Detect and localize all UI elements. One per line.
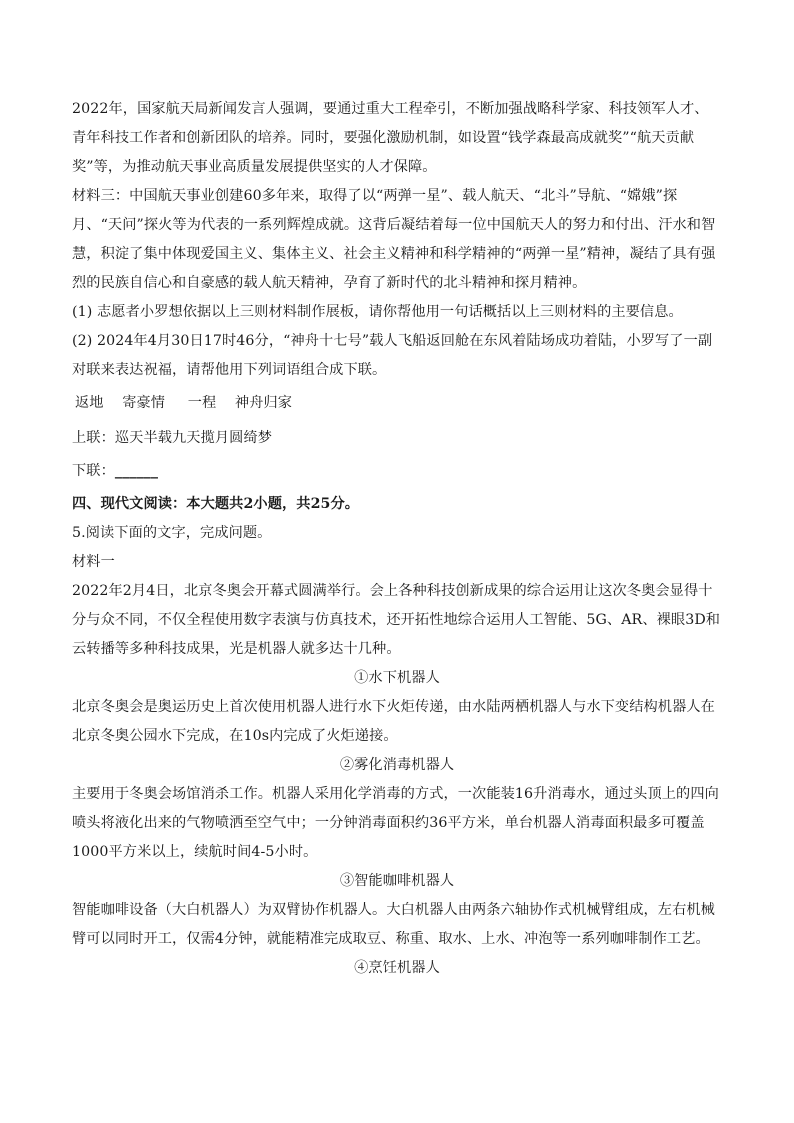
question-2: (2) 2024年4月30日17时46分，“神舟十七号”载人飞船返回舱在东风着陆场成功着陆，小罗写了一副对联来表达祝福，请帮他用下列词语组合成下联。 (72, 333, 713, 378)
lower-couplet (72, 457, 722, 486)
paragraph-coffee-robot: 智能咖啡设备（大白机器人）为双臂协作机器人。大白机器人由两条六轴协作式机械臂组成，左右机械臂可以同时开工，仅需4分钟，就能精准完成取豆、称重、取水、上水、冲泡等一系列咖啡制作工艺。 (72, 902, 715, 947)
paragraph-talent: 2022年，国家航天局新闻发言人强调，要通过重大工程牵引，不断加强战略科学家、科技领军人才、青年科技工作者和创新团队的培养。同时，要强化激励机制，如设置“钱学森最高成就奖”“航天贡献奖”等，为推动航天事业高质量发展提供坚实的人才保障。 (72, 101, 709, 175)
section-heading: 四、现代文阅读：本大题共2小题，共25分。 (72, 496, 360, 512)
paragraph-opening: 2022年2月4日，北京冬奥会开幕式圆满举行。会上各种科技创新成果的综合运用让这次冬奥会显得十分与众不同，不仅全程使用数字表演与仿真技术，还开拓性地综合运用人工智能、5G、AR、裸眼3D和云转播等多种科技成果，光是机器人就多达十几种。 (72, 583, 721, 657)
paragraph-material-three: 材料三：中国航天事业创建60多年来，取得了以“两弹一星”、载人航天、“北斗”导航、“嫦娥”探月、“天问”探火等为代表的一系列辉煌成就。这背后凝结着每一位中国航天人的努力和付出、汗水和智慧，积淀了集中体现爱国主义、集体主义、社会主义精神和科学精神的“两弹一星”精神，凝结了具有强烈的民族自信心和自豪感的载人航天精神，孕育了新时代的北斗精神和探月精神。 (72, 188, 716, 291)
upper-couplet: 上联：巡天半载九天揽月圆绮梦 (72, 430, 273, 446)
paragraph-underwater-robot: 北京冬奥会是奥运历史上首次使用机器人进行水下火炬传递，由水陆两栖机器人与水下变结构机器人在北京冬奥公园水下完成，在10s内完成了火炬递接。 (72, 699, 715, 744)
question-5: 5.阅读下面的文字，完成问题。 (72, 525, 272, 541)
paragraph-disinfection-robot: 主要用于冬奥会场馆消杀工作。机器人采用化学消毒的方式，一次能装16升消毒水，通过头顶上的四向喷头将液化出来的气物喷洒至空气中；一分钟消毒面积约36平方米，单台机器人消毒面积最多可覆盖1000平方米以上，续航时间4-5小时。 (72, 786, 719, 860)
subheading-underwater-robot: ①水下机器人 (354, 670, 440, 686)
answer-blank: ______ (114, 463, 159, 479)
word-option: 一程 (187, 395, 217, 411)
word-option: 寄豪情 (122, 395, 166, 411)
material-one-label: 材料一 (72, 554, 115, 570)
question-1: (1) 志愿者小罗想依据以上三则材料制作展板，请你帮他用一句话概括以上三则材料的主要信息。 (72, 304, 683, 320)
subheading-cooking-robot: ④烹饪机器人 (354, 960, 440, 976)
word-option: 返地 (75, 395, 104, 411)
lower-couplet-label: 下联： (72, 463, 115, 479)
word-option: 神舟归家 (234, 395, 293, 411)
subheading-coffee-robot: ③智能咖啡机器人 (339, 873, 455, 889)
document-body (72, 95, 722, 983)
word-options (72, 389, 722, 418)
subheading-disinfection-robot: ②雾化消毒机器人 (339, 757, 455, 773)
